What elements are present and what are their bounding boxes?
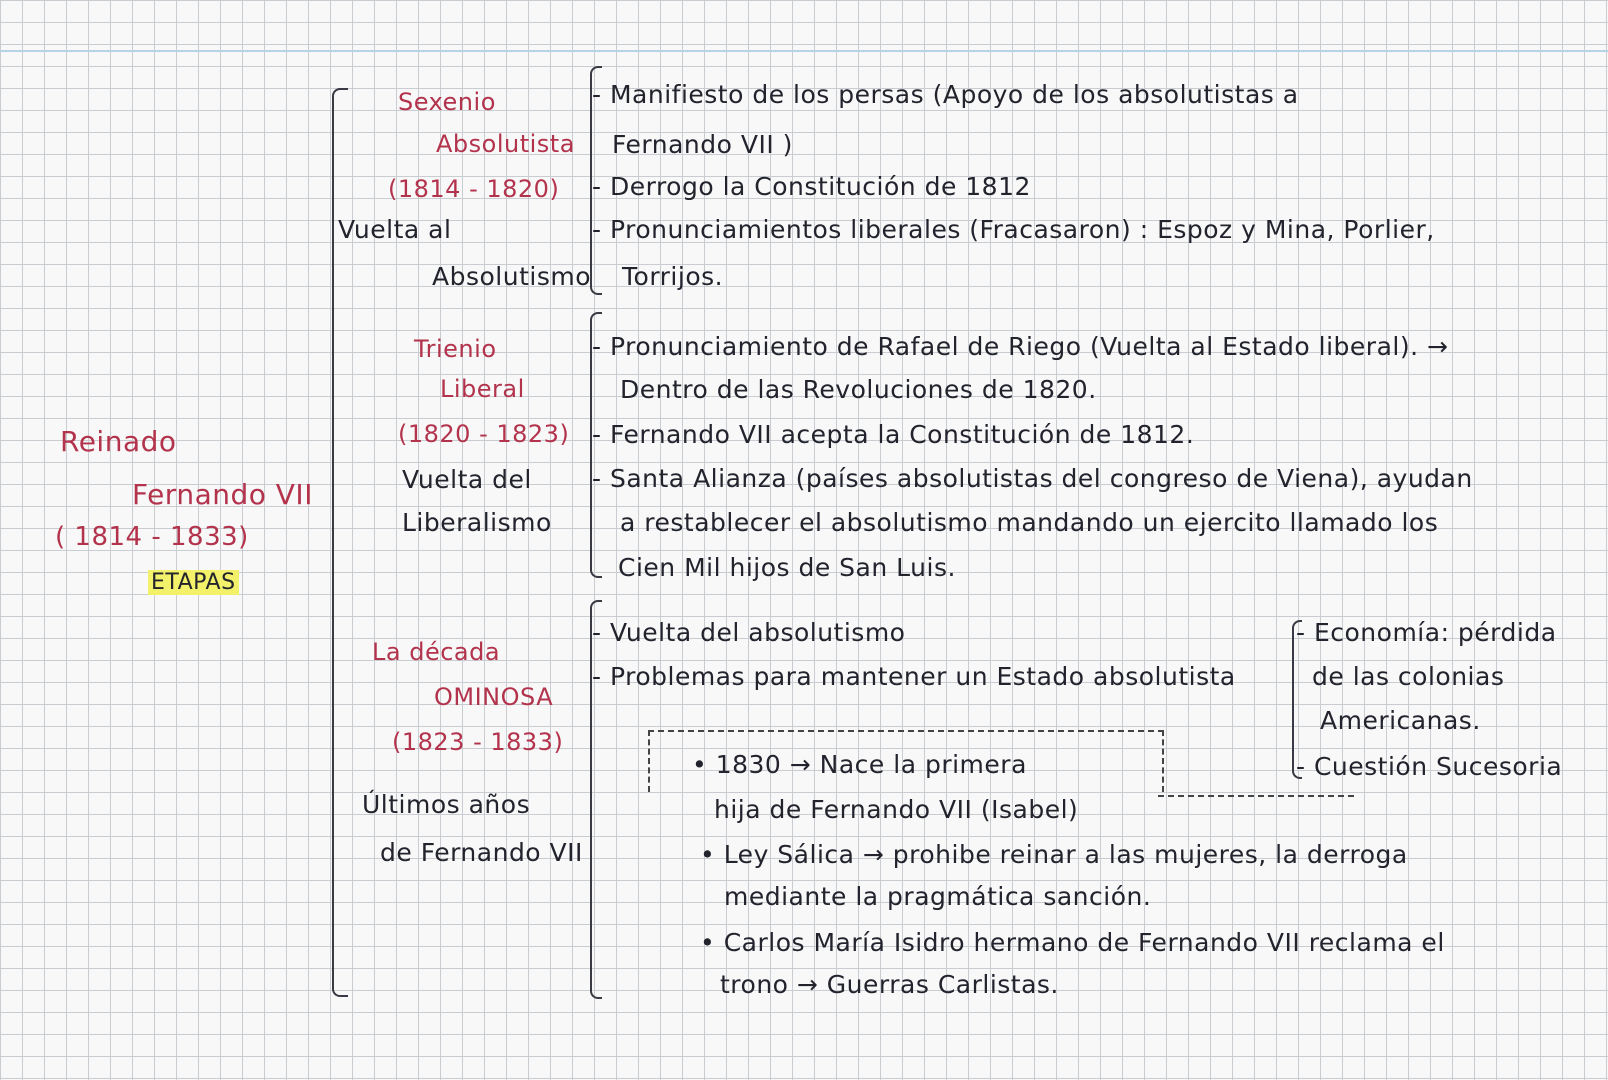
stage2-name: Trienio bbox=[414, 335, 497, 363]
stage1-name: Sexenio bbox=[398, 88, 496, 116]
stage1-point: Fernando VII ) bbox=[612, 130, 793, 159]
stage3-bracket bbox=[590, 600, 602, 999]
stage1-point: - Manifiesto de los persas (Apoyo de los absolutistas a bbox=[592, 80, 1299, 109]
stage1-dates: (1814 - 1820) bbox=[388, 175, 560, 203]
stage1-point: - Derrogo la Constitución de 1812 bbox=[592, 172, 1031, 201]
stage3-name: La década bbox=[372, 638, 501, 666]
succession-bullet: • Carlos María Isidro hermano de Fernando VII reclama el bbox=[700, 928, 1445, 957]
succession-bullet: hija de Fernando VII (Isabel) bbox=[714, 795, 1079, 824]
problem-item: - Economía: pérdida bbox=[1296, 618, 1557, 647]
succession-bullet: trono → Guerras Carlistas. bbox=[720, 970, 1059, 999]
stage2-name: Liberal bbox=[440, 375, 525, 403]
stage2-point: - Pronunciamiento de Rafael de Riego (Vuelta al Estado liberal). → bbox=[592, 332, 1449, 361]
stage2-subtitle: Liberalismo bbox=[402, 508, 552, 537]
problem-item: Americanas. bbox=[1320, 706, 1481, 735]
etapas-label: ETAPAS bbox=[148, 570, 239, 595]
stage1-point: - Pronunciamientos liberales (Fracasaron) : Espoz y Mina, Porlier, bbox=[592, 215, 1435, 244]
stage3-point: - Problemas para mantener un Estado absolutista bbox=[592, 662, 1236, 691]
problem-item: de las colonias bbox=[1312, 662, 1505, 691]
stage1-name: Absolutista bbox=[436, 130, 575, 158]
problem-item: - Cuestión Sucesoria bbox=[1296, 752, 1563, 781]
stage2-point: Dentro de las Revoluciones de 1820. bbox=[620, 375, 1097, 404]
succession-bullet: mediante la pragmática sanción. bbox=[724, 882, 1152, 911]
stage2-point: - Santa Alianza (países absolutistas del congreso de Viena), ayudan bbox=[592, 464, 1473, 493]
stage2-point: Cien Mil hijos de San Luis. bbox=[618, 553, 956, 582]
title-dates: ( 1814 - 1833) bbox=[55, 522, 249, 552]
stage3-name: OMINOSA bbox=[434, 683, 554, 711]
stage3-dates: (1823 - 1833) bbox=[392, 728, 564, 756]
stage2-subtitle: Vuelta del bbox=[402, 465, 532, 494]
page-top-line bbox=[0, 50, 1608, 52]
stage2-point: a restablecer el absolutismo mandando un ejercito llamado los bbox=[620, 508, 1439, 537]
succession-bullet: • 1830 → Nace la primera bbox=[692, 750, 1027, 779]
dashed-connector bbox=[1158, 795, 1354, 797]
stage1-point: Torrijos. bbox=[622, 262, 724, 291]
stage1-subtitle: Vuelta al bbox=[338, 215, 452, 244]
stage3-point: - Vuelta del absolutismo bbox=[592, 618, 906, 647]
stage3-subtitle: de Fernando VII bbox=[380, 838, 583, 867]
succession-bullet: • Ley Sálica → prohibe reinar a las mujeres, la derroga bbox=[700, 840, 1408, 869]
stage1-subtitle: Absolutismo bbox=[432, 262, 592, 291]
title-fernando: Fernando VII bbox=[132, 478, 313, 511]
title-reinado: Reinado bbox=[60, 425, 177, 458]
stage2-dates: (1820 - 1823) bbox=[398, 420, 570, 448]
stage2-point: - Fernando VII acepta la Constitución de 1812. bbox=[592, 420, 1195, 449]
stage3-subtitle: Últimos años bbox=[362, 790, 531, 819]
